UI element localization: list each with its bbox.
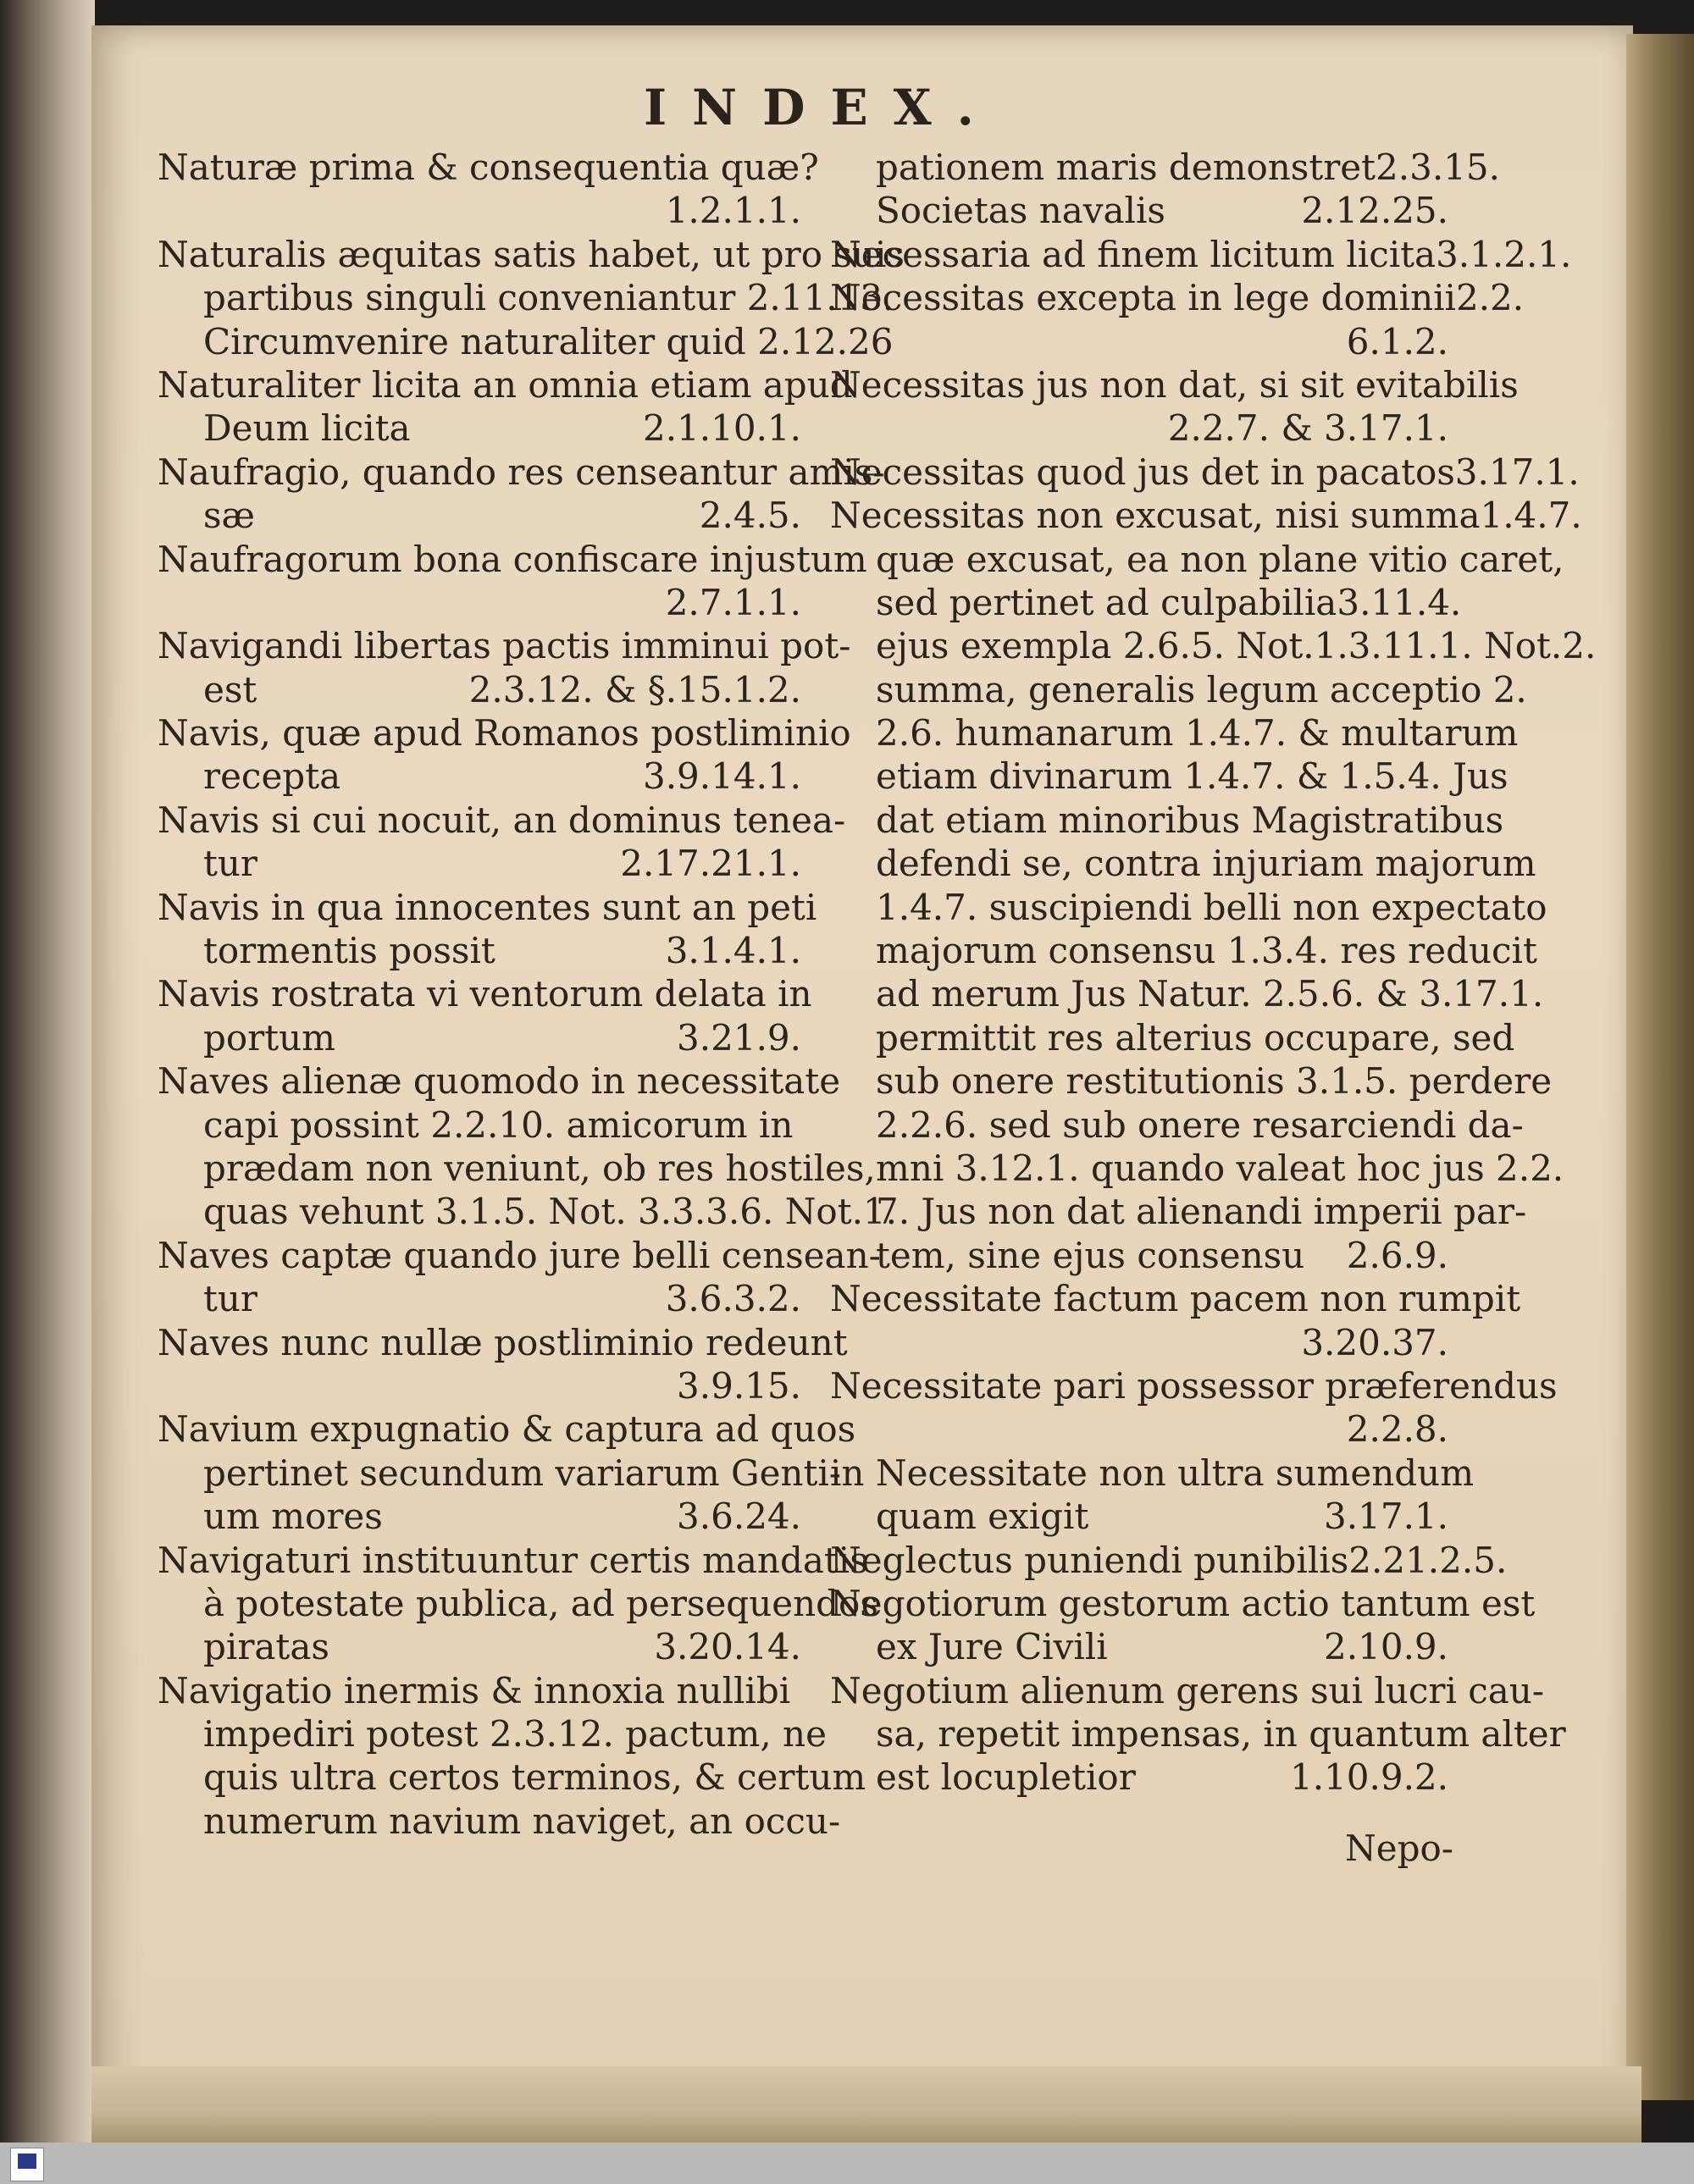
index-entry-text: ex Jure Civili [876, 1626, 1108, 1668]
index-entry-reference: 1.2.1.1. [665, 190, 801, 232]
index-entry-reference: 2.6.9. [1346, 1234, 1448, 1276]
index-entry-text: pationem maris demonstret [876, 147, 1376, 188]
index-line [830, 233, 1572, 276]
index-line [830, 1016, 1515, 1059]
index-line [830, 146, 1500, 189]
index-entry-reference: 2.12.25. [1301, 190, 1448, 232]
index-entry-reference: 2.17.21.1. [620, 843, 801, 885]
index-line [830, 1539, 1508, 1582]
index-line [830, 363, 1519, 406]
index-entry-reference: 2.2. [1455, 277, 1525, 319]
index-entry-reference: 1.4.7. [1480, 495, 1582, 537]
index-entry-text: est [203, 668, 257, 710]
index-entry-text: Necessaria ad finem licitum licita [830, 233, 1437, 275]
index-line [830, 1407, 1448, 1451]
index-line [830, 1103, 1524, 1147]
index-line [158, 799, 846, 842]
index-entry-text: mni 3.12.1. quando valeat hoc jus 2.2. [876, 1147, 1564, 1189]
index-line [830, 1625, 1448, 1668]
index-line [830, 624, 1597, 667]
index-entry-text: Necessitas jus non dat, si sit evitabilis [830, 363, 1519, 406]
index-entry-text: recepta [203, 755, 341, 798]
index-entry-reference: 3.1.4.1. [665, 930, 801, 972]
index-entry-reference: 2.2.7. & 3.17.1. [1167, 407, 1448, 450]
index-entry-text: Societas navalis [876, 190, 1165, 232]
index-line [158, 1407, 856, 1451]
index-line [830, 842, 1536, 885]
index-line [158, 406, 801, 450]
index-entry-reference: 3.20.14. [654, 1626, 801, 1668]
index-line [158, 1712, 827, 1755]
index-entry-text: ejus exempla 2.6.5. Not.1.3.11.1. Not.2. [876, 625, 1597, 667]
page-bottom-edge [91, 2066, 1641, 2143]
index-entry-text: dat etiam minoribus Magistratibus [876, 799, 1504, 841]
index-line [830, 1364, 1558, 1407]
index-line [830, 1277, 1521, 1320]
index-entry-reference: 2.3.12. & §.15.1.2. [468, 668, 801, 710]
index-entry-text: capi possint 2.2.10. amicorum in [203, 1103, 794, 1146]
index-entry-reference: 3.6.3.2. [665, 1278, 801, 1320]
index-line [158, 624, 851, 667]
catchword: Nepo- [1345, 1827, 1453, 1869]
index-line [158, 276, 894, 319]
index-line [158, 363, 853, 406]
index-entry-text: Navis, quæ apud Romanos postliminio [158, 712, 851, 755]
index-entry-text: prædam non veniunt, ob res hostiles, [203, 1147, 876, 1189]
index-entry-text: Deum licita [203, 407, 411, 450]
index-column-left [158, 146, 905, 1843]
index-line [830, 972, 1544, 1015]
index-line [830, 1451, 1475, 1495]
index-entry-text: numerum navium naviget, an occu- [203, 1800, 841, 1842]
index-entry-text: Navigaturi instituuntur certis mandatis [158, 1539, 868, 1581]
index-line [158, 1321, 848, 1364]
index-line [830, 1147, 1564, 1190]
index-column-right [830, 146, 1597, 1800]
index-entry-text: pertinet secundum variarum Genti- [203, 1451, 841, 1494]
index-line [158, 1582, 878, 1625]
index-line [158, 711, 851, 755]
index-entry-text: etiam divinarum 1.4.7. & 1.5.4. Jus [876, 755, 1509, 798]
index-line [830, 755, 1509, 798]
index-line [158, 233, 905, 276]
index-line [158, 494, 801, 537]
index-entry-text: Necessitate factum pacem non rumpit [830, 1278, 1521, 1320]
index-line [830, 1669, 1545, 1712]
index-line [158, 929, 801, 972]
index-line [158, 1277, 801, 1320]
index-line [158, 972, 812, 1015]
index-entry-text: Navigatio inermis & innoxia nullibi [158, 1669, 791, 1711]
index-line [830, 451, 1580, 494]
index-entry-text: Naturaliter licita an omnia etiam apud [158, 363, 853, 406]
index-entry-text: sed pertinet ad culpabilia [876, 581, 1337, 623]
index-line [158, 1103, 801, 1147]
index-entry-text: 2.6. humanarum 1.4.7. & multarum [876, 712, 1519, 755]
index-line [158, 755, 801, 798]
index-entry-reference: 3.11.4. [1337, 581, 1462, 623]
index-line [158, 146, 819, 189]
index-entry-text: sa, repetit impensas, in quantum alter [876, 1713, 1566, 1755]
index-line [830, 494, 1582, 537]
index-entry-text: Necessitate pari possessor præferendus [830, 1364, 1558, 1407]
index-entry-reference: 2.21.2.5. [1348, 1539, 1508, 1581]
index-entry-reference: 2.3.15. [1376, 147, 1500, 188]
index-entry-text: Naves captæ quando jure belli censean- [158, 1234, 881, 1276]
index-line [158, 1364, 801, 1407]
index-line [830, 406, 1448, 450]
index-entry-reference: 3.17.1. [1454, 451, 1580, 493]
index-line [158, 1669, 801, 1712]
index-entry-text: est locupletior [876, 1756, 1136, 1799]
index-entry-text: Neglectus puniendi punibilis [830, 1539, 1349, 1581]
index-line [158, 1755, 866, 1799]
index-line [158, 1800, 841, 1843]
index-line [830, 886, 1547, 929]
index-entry-text: Necessitas non excusat, nisi summa [830, 495, 1481, 537]
index-line [830, 276, 1525, 319]
index-line [830, 1190, 1527, 1233]
index-entry-text: quas vehunt 3.1.5. Not. 3.3.3.6. Not.1. [203, 1191, 897, 1233]
index-entry-text: Naufragio, quando res censeantur amis- [158, 451, 885, 493]
index-line [158, 451, 885, 494]
index-entry-text: permittit res alterius occupare, sed [876, 1016, 1515, 1059]
index-entry-text: quam exigit [876, 1496, 1089, 1538]
index-line [158, 1451, 841, 1495]
index-entry-text: tormentis possit [203, 930, 495, 972]
index-entry-text: tur [203, 1278, 258, 1320]
index-entry-text: in Necessitate non ultra sumendum [830, 1451, 1475, 1494]
index-line [158, 1625, 801, 1668]
index-line [158, 1190, 897, 1233]
index-entry-text: Negotiorum gestorum actio tantum est [830, 1582, 1536, 1624]
index-line [830, 320, 1448, 363]
index-entry-reference: 2.2.8. [1346, 1408, 1448, 1451]
index-entry-text: Naturalis æquitas satis habet, ut pro suis [158, 233, 905, 275]
index-line [158, 538, 867, 581]
index-entry-text: 2.2.6. sed sub onere resarciendi da- [876, 1103, 1524, 1146]
index-entry-reference: 2.7.1.1. [665, 581, 801, 623]
index-entry-text: Circumvenire naturaliter quid 2.12.26 [203, 320, 894, 362]
index-entry-text: tur [203, 843, 258, 885]
index-line [830, 799, 1504, 842]
index-entry-text: tem, sine ejus consensu [876, 1234, 1305, 1276]
index-entry-reference: 6.1.2. [1346, 320, 1448, 362]
library-logo-icon [10, 2148, 44, 2181]
index-line [830, 668, 1527, 711]
index-entry-reference: 3.9.15. [677, 1364, 801, 1407]
index-line [158, 1234, 881, 1277]
index-entry-text: quæ excusat, ea non plane vitio caret, [876, 538, 1564, 580]
index-entry-text: Navis rostrata vi ventorum delata in [158, 973, 812, 1015]
index-entry-text: 7. Jus non dat alienandi imperii par- [876, 1191, 1527, 1233]
index-line [158, 886, 817, 929]
index-line [830, 1712, 1566, 1755]
index-entry-text: Navis si cui nocuit, an dominus tenea- [158, 799, 846, 841]
index-line [830, 711, 1519, 755]
index-entry-text: um mores [203, 1496, 383, 1538]
page-header: INDEX. [644, 79, 999, 136]
index-entry-reference: 3.20.37. [1301, 1321, 1448, 1363]
index-entry-reference: 2.10.9. [1324, 1626, 1448, 1668]
index-entry-text: majorum consensu 1.3.4. res reducit [876, 930, 1537, 972]
viewer-footer-bar [0, 2143, 1694, 2184]
index-line [830, 929, 1537, 972]
index-entry-text: piratas [203, 1626, 329, 1668]
index-entry-text: sub onere restitutionis 3.1.5. perdere [876, 1060, 1553, 1103]
index-line [158, 189, 801, 232]
index-line [158, 1147, 876, 1190]
index-entry-reference: 2.1.10.1. [642, 407, 801, 450]
index-line [830, 1755, 1448, 1799]
index-entry-text: Naves nunc nullæ postliminio redeunt [158, 1321, 848, 1363]
index-entry-text: Necessitas quod jus det in pacatos [830, 451, 1455, 493]
index-entry-text: à potestate publica, ad persequendos [203, 1582, 878, 1624]
index-line [158, 1539, 868, 1582]
index-entry-text: quis ultra certos terminos, & certum [203, 1756, 866, 1799]
index-entry-text: Necessitas excepta in lege dominii [830, 277, 1456, 319]
index-line [158, 842, 801, 885]
index-line [158, 320, 894, 363]
index-entry-text: summa, generalis legum acceptio 2. [876, 668, 1527, 710]
index-line [158, 1059, 841, 1103]
index-entry-reference: 1.10.9.2. [1289, 1756, 1448, 1799]
index-entry-reference: 2.4.5. [699, 495, 801, 537]
index-line [830, 1059, 1553, 1103]
index-entry-text: Negotium alienum gerens sui lucri cau- [830, 1669, 1545, 1711]
index-entry-text: Naves alienæ quomodo in necessitate [158, 1060, 841, 1103]
index-entry-text: Navis in qua innocentes sunt an peti [158, 886, 817, 928]
index-line [830, 538, 1564, 581]
index-entry-text: impediri potest 2.3.12. pactum, ne [203, 1713, 827, 1755]
index-line [830, 1495, 1448, 1538]
index-line [830, 189, 1448, 232]
index-entry-reference: 3.9.14.1. [642, 755, 801, 798]
index-line [158, 668, 801, 711]
index-entry-reference: 3.17.1. [1324, 1496, 1448, 1538]
index-entry-text: defendi se, contra injuriam majorum [876, 843, 1536, 885]
page-fore-edge [1626, 34, 1694, 2100]
index-line [830, 1234, 1448, 1277]
facing-page-edge [0, 0, 95, 2143]
index-entry-text: Naturæ prima & consequentia quæ? [158, 147, 819, 188]
index-entry-text: Naufragorum bona confiscare injustum [158, 538, 867, 580]
index-entry-text: 1.4.7. suscipiendi belli non expectato [876, 886, 1547, 928]
index-line [830, 581, 1462, 624]
index-line [830, 1582, 1536, 1625]
index-entry-reference: 3.6.24. [677, 1496, 801, 1538]
index-entry-text: sæ [203, 495, 256, 537]
index-line [158, 1016, 801, 1059]
index-line [830, 1321, 1448, 1364]
index-entry-text: portum [203, 1016, 336, 1059]
index-entry-text: Navigandi libertas pactis imminui pot- [158, 625, 851, 667]
index-entry-reference: 3.21.9. [677, 1016, 801, 1059]
index-entry-text: partibus singuli conveniantur 2.11.13. [203, 277, 894, 319]
index-entry-text: Navium expugnatio & captura ad quos [158, 1408, 856, 1451]
index-line [158, 1495, 801, 1538]
index-entry-text: ad merum Jus Natur. 2.5.6. & 3.17.1. [876, 973, 1544, 1015]
index-line [158, 581, 801, 624]
index-entry-reference: 3.1.2.1. [1436, 233, 1572, 275]
